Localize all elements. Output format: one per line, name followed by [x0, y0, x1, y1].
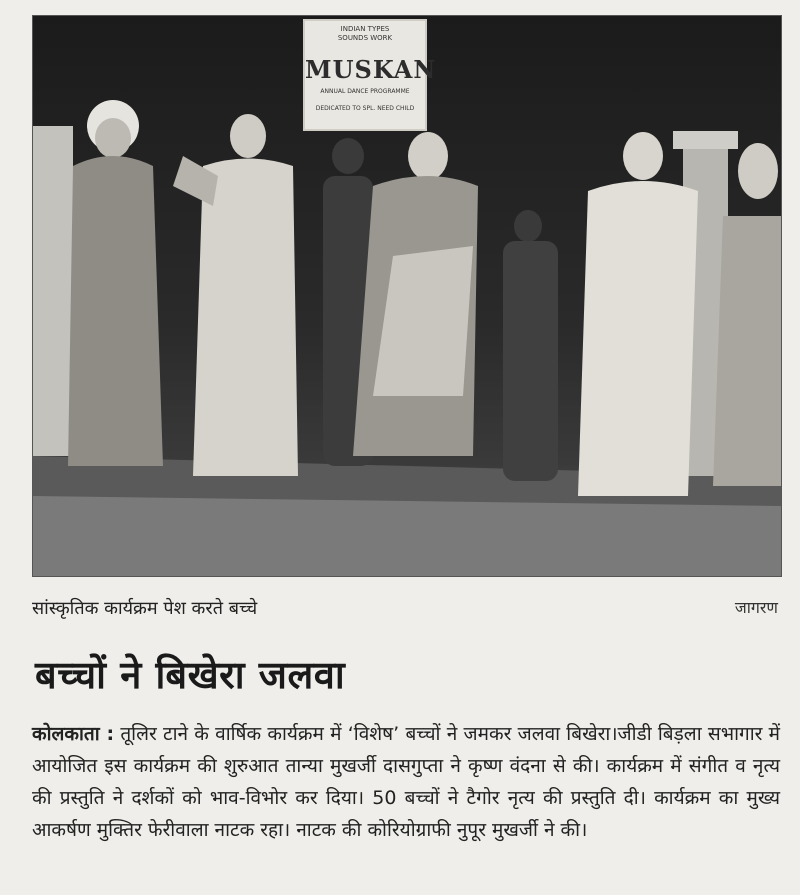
- news-photo: [32, 15, 782, 577]
- article-body: [32, 718, 780, 846]
- banner-title: MUSKAN: [305, 55, 437, 84]
- photo-caption: सांस्कृतिक कार्यक्रम पेश करते बच्चे: [32, 598, 258, 619]
- photo-caption-row: [32, 596, 780, 622]
- banner-subtitle: ANNUAL DANCE PROGRAMME: [320, 88, 410, 95]
- photo-credit: जागरण: [734, 598, 778, 617]
- article-headline: बच्चों ने बिखेरा जलवा: [35, 653, 346, 697]
- event-banner: [303, 19, 437, 131]
- banner-organizer: INDIAN TYPES SOUNDS WORK: [337, 25, 393, 42]
- article-text: तूलिर टाने के वार्षिक कार्यक्रम में ‘विशेष’ बच्चों ने जमकर जलवा बिखेरा।जीडी बिड़ला सभागार में आयोजित इस कार्यक्रम की शुरुआत तान्या मुखर्जी दासगुप्ता ने कृष्ण वंदना से की। कार्यक्रम में संगीत व नृत्य की प्रस्तुति ने दर्शकों को भाव-विभोर कर दिया। 50 बच्चों ने टैगोर नृत्य की प्रस्तुति दी। कार्यक्रम का मुख्य आकर्षण मुक्तिर फेरीवाला नाटक रहा। नाटक की कोरियोग्राफी नुपूर मुखर्जी ने की।: [32, 723, 780, 841]
- article-dateline: कोलकाता :: [32, 723, 115, 745]
- banner-dedication: DEDICATED TO SPL. NEED CHILD: [315, 105, 415, 112]
